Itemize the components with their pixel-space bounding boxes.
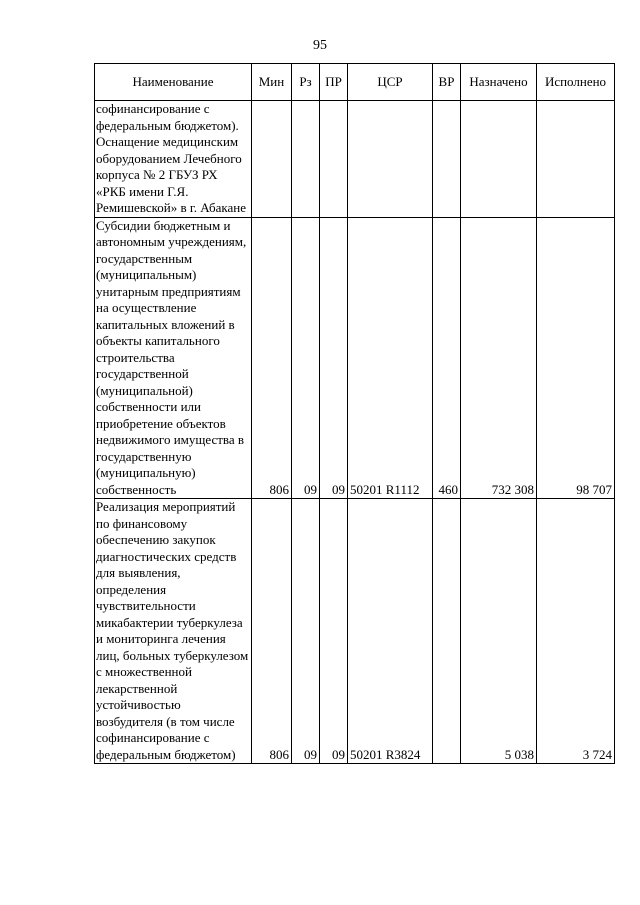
row-rz: 09 [292,217,320,499]
header-vr: ВР [433,64,461,101]
row-pr: 09 [320,217,348,499]
row-pr: 09 [320,499,348,764]
row-vr: 460 [433,217,461,499]
table-row [95,499,615,764]
header-pr: ПР [320,64,348,101]
row-min: 806 [252,217,292,499]
table-row [95,101,615,218]
header-rz: Рз [292,64,320,101]
header-min: Мин [252,64,292,101]
row-vr [433,101,461,218]
row-assigned [461,101,537,218]
row-assigned: 5 038 [461,499,537,764]
row-csr: 50201 R3824 [348,499,433,764]
row-name: софинансирование с федеральным бюджетом). Оснащение медицинским оборудованием Лечебного корпуса № 2 ГБУЗ РХ «РКБ имени Г.Я. Ремишевской» в г. Абакане [95,101,252,218]
row-name: Реализация мероприятий по финансовому обеспечению закупок диагностических средств для выявления, определения чувствительности микабактерии туберкулеза и мониторинга лечения лиц, больных туберкулезом с множественной лекарственной устойчивостью возбудителя (в том числе софинансирование с федеральным бюджетом) [95,499,252,764]
page-number: 95 [313,38,327,53]
budget-table [94,63,615,764]
row-pr [320,101,348,218]
row-csr [348,101,433,218]
row-executed: 3 724 [537,499,615,764]
header-name: Наименование [95,64,252,101]
table-header-row [95,64,615,101]
row-rz: 09 [292,499,320,764]
table-row [95,217,615,499]
row-min [252,101,292,218]
row-vr [433,499,461,764]
header-csr: ЦСР [348,64,433,101]
row-min: 806 [252,499,292,764]
row-executed: 98 707 [537,217,615,499]
header-executed: Исполнено [537,64,615,101]
row-rz [292,101,320,218]
row-name: Субсидии бюджетным и автономным учреждениям, государственным (муниципальным) унитарным предприятиям на осуществление капитальных вложений в объекты капитального строительства государственной (муниципальной) собственности или приобретение объектов недвижимого имущества в государственную (муниципальную) собственность [95,217,252,499]
header-assigned: Назначено [461,64,537,101]
row-assigned: 732 308 [461,217,537,499]
row-csr: 50201 R1112 [348,217,433,499]
row-executed [537,101,615,218]
